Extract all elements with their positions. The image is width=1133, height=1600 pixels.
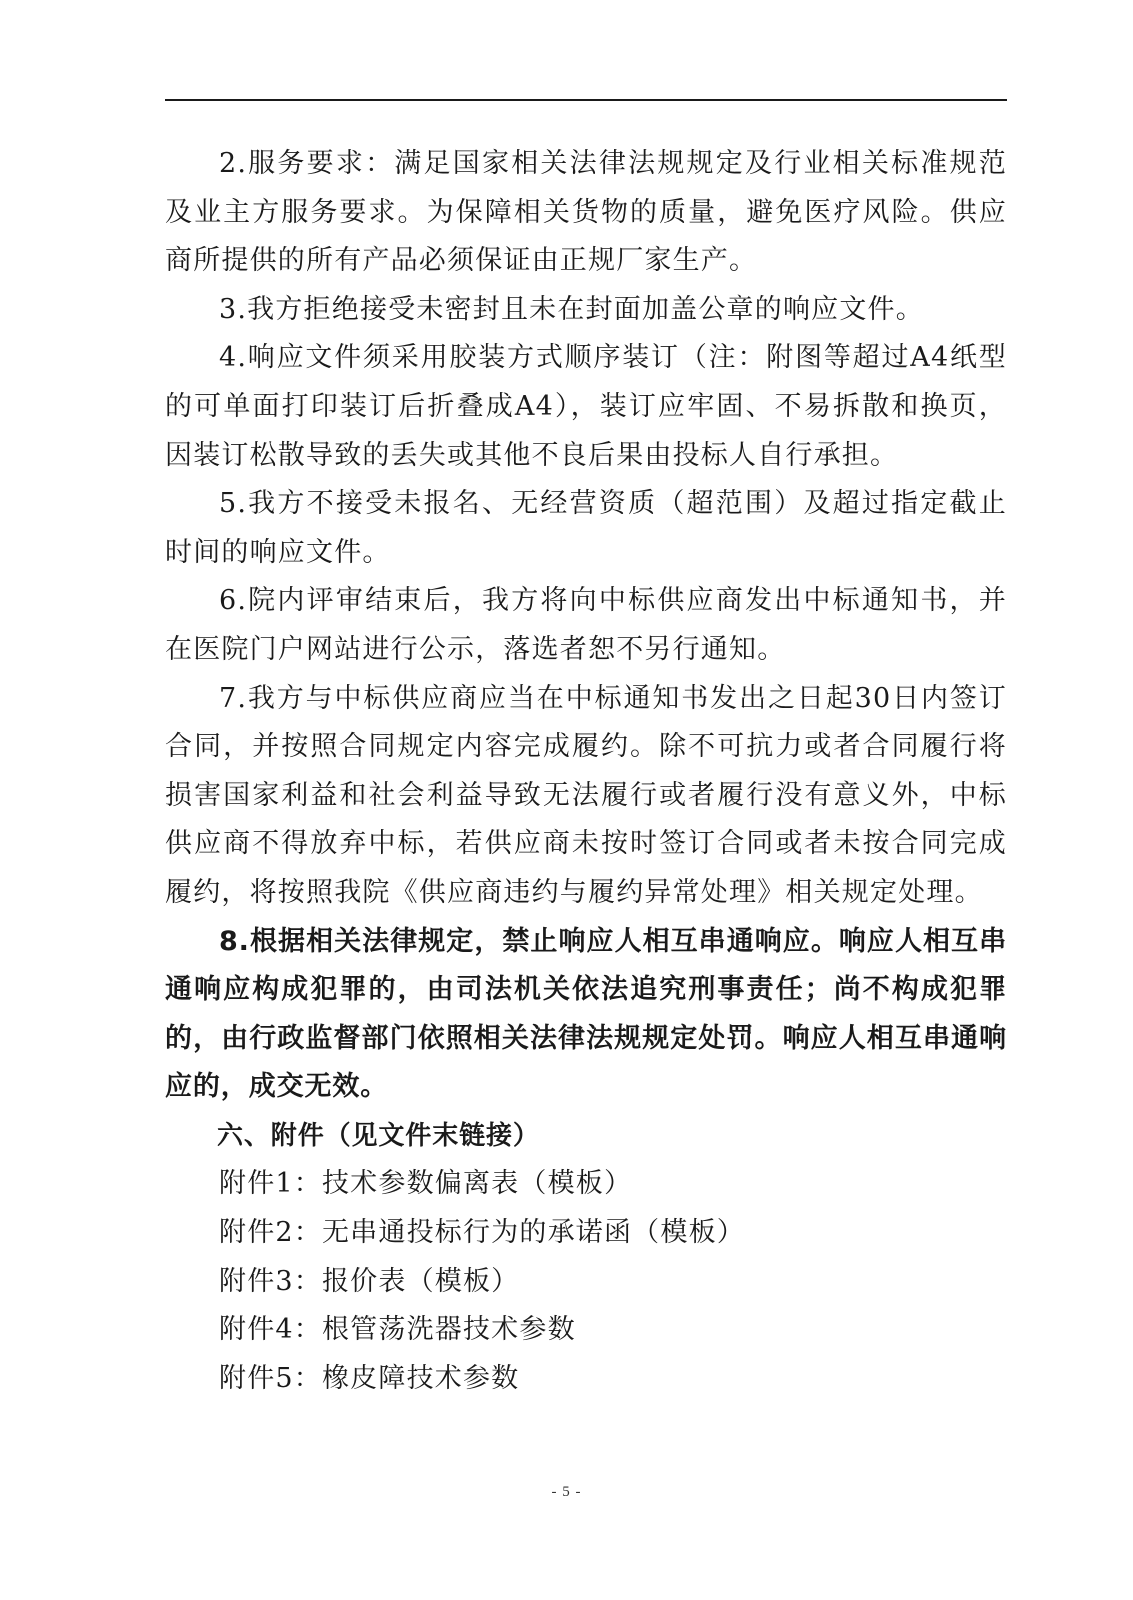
attachment-item: 附件5：橡皮障技术参数 — [219, 1362, 520, 1394]
attachment-item: 附件1：技术参数偏离表（模板） — [219, 1168, 633, 1200]
paragraph-rejection-conditions: 5.我方不接受未报名、无经营资质（超范围）及超过指定截止时间的响应文件。 — [165, 488, 1007, 568]
attachment-list — [165, 1160, 1007, 1403]
paragraph-service-requirements: 2.服务要求：满足国家相关法律法规规定及行业相关标准规范及业主方服务要求。为保障相关货物的质量，避免医疗风险。供应商所提供的所有产品必须保证由正规厂家生产。 — [165, 148, 1007, 277]
attachment-item: 附件3：报价表（模板） — [219, 1265, 520, 1297]
page-number: - 5 - — [551, 1484, 582, 1500]
paragraph-award-notice: 6.院内评审结束后，我方将向中标供应商发出中标通知书，并在医院门户网站进行公示，落选者恕不另行通知。 — [165, 585, 1007, 665]
section-title-attachments: 六、附件（见文件末链接） — [217, 1120, 540, 1151]
paragraph-contract-signing: 7.我方与中标供应商应当在中标通知书发出之日起30日内签订合同，并按照合同规定内容完成履约。除不可抗力或者合同履行将损害国家利益和社会利益导致无法履行或者履行没有意义外，中标供应商不得放弃中标，若供应商未按时签订合同或者未按合同完成履约，将按照我院《供应商违约与履约异常处理》相关规定处理。 — [165, 682, 1007, 908]
attachment-item: 附件2：无串通投标行为的承诺函（模板） — [219, 1217, 745, 1249]
attachment-item: 附件4：根管荡洗器技术参数 — [219, 1314, 576, 1346]
paragraph-sealing-requirement: 3.我方拒绝接受未密封且未在封面加盖公章的响应文件。 — [219, 293, 924, 325]
document-body — [165, 140, 1007, 1403]
header-rule — [165, 99, 1007, 101]
paragraph-collusion-prohibition: 8.根据相关法律规定，禁止响应人相互串通响应。响应人相互串通响应构成犯罪的，由司法机关依法追究刑事责任；尚不构成犯罪的，由行政监督部门依照相关法律法规规定处罚。响应人相互串通响应的，成交无效。 — [165, 925, 1007, 1103]
paragraph-binding-requirement: 4.响应文件须采用胶装方式顺序装订（注：附图等超过A4纸型的可单面打印装订后折叠成A4），装订应牢固、不易拆散和换页，因装订松散导致的丢失或其他不良后果由投标人自行承担。 — [165, 342, 1007, 471]
